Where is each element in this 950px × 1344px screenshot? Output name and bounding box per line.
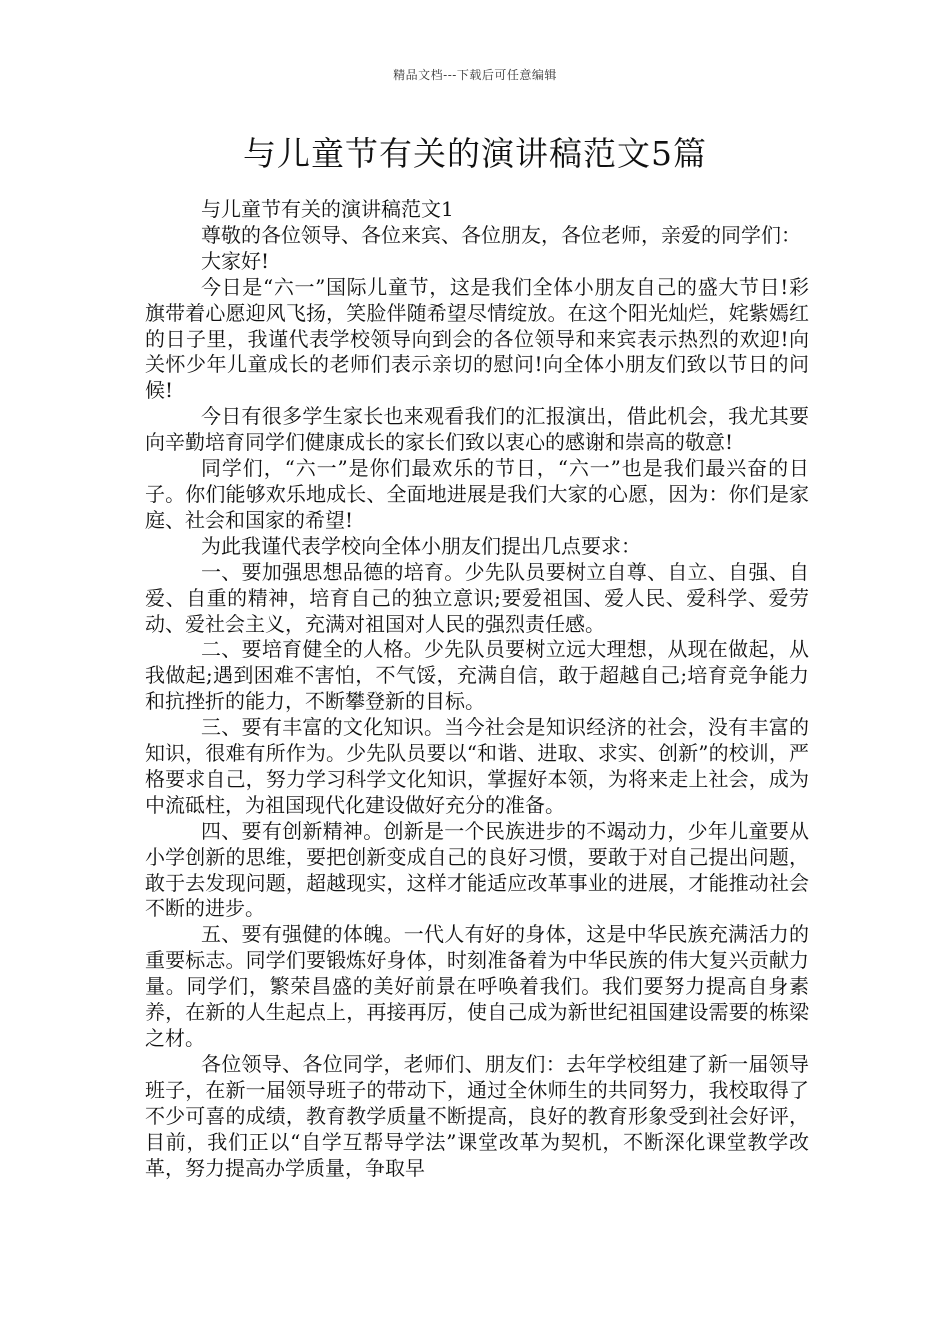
paragraph: 为此我谨代表学校向全体小朋友们提出几点要求：	[201, 533, 641, 558]
section-heading: 与儿童节有关的演讲稿范文1	[201, 197, 454, 221]
paragraph: 各位领导、各位同学，老师们、朋友们：去年学校组建了新一届领导班子，在新一届领导班子的带动下，通过全休师生的共同努力，我校取得了不少可喜的成绩，教育教学质量不断提高，良好的教育形象受到社会好评，目前，我们正以“自学互帮导学法”课堂改革为契机，不断深化课堂教学改革，努力提高办学质量，争取早	[145, 1051, 809, 1180]
paragraph: 五、要有强健的体魄。一代人有好的身体，这是中华民族充满活力的重要标志。同学们要锻炼好身体，时刻准备着为中华民族的伟大复兴贡献力量。同学们，繁荣昌盛的美好前景在呼唤着我们。我们要努力提高自身素养，在新的人生起点上，再接再厉，使自己成为新世纪祖国建设需要的栋梁之材。	[145, 922, 809, 1050]
paragraph: 四、要有创新精神。创新是一个民族进步的不竭动力，少年儿童要从小学创新的思维，要把创新变成自己的良好习惯，要敢于对自己提出问题，敢于去发现问题，超越现实，这样才能适应改革事业的进展，才能推动社会不断的进步。	[145, 818, 809, 921]
paragraph: 三、要有丰富的文化知识。当今社会是知识经济的社会，没有丰富的知识，很难有所作为。少先队员要以“和谐、进取、求实、创新”的校训，严格要求自己，努力学习科学文化知识，掌握好本领，为将来走上社会，成为中流砥柱，为祖国现代化建设做好充分的准备。	[145, 715, 809, 817]
document-body	[145, 197, 809, 1181]
header-note: 精品文档---下载后可任意编辑	[393, 68, 557, 82]
paragraph: 同学们，“六一”是你们最欢乐的节日，“六一”也是我们最兴奋的日子。你们能够欢乐地成长、全面地进展是我们大家的心愿，因为：你们是家庭、社会和国家的希望!	[145, 456, 809, 532]
paragraph: 今日是“六一”国际儿童节，这是我们全体小朋友自己的盛大节日!彩旗带着心愿迎风飞扬，笑脸伴随希望尽情绽放。在这个阳光灿烂，姹紫嫣红的日子里，我谨代表学校领导向到会的各位领导和来宾表示热烈的欢迎!向关怀少年儿童成长的老师们表示亲切的慰问!向全体小朋友们致以节日的问候!	[145, 274, 809, 403]
salutation: 尊敬的各位领导、各位来宾、各位朋友，各位老师，亲爱的同学们：	[201, 222, 801, 247]
document-title: 与儿童节有关的演讲稿范文5篇	[243, 134, 707, 173]
paragraph: 一、要加强思想品德的培育。少先队员要树立自尊、自立、自强、自爱、自重的精神，培育自己的独立意识;要爱祖国、爱人民、爱科学、爱劳动、爱社会主义，充满对祖国对人民的强烈责任感。	[145, 559, 809, 636]
greeting: 大家好!	[201, 248, 270, 273]
paragraph: 二、要培育健全的人格。少先队员要树立远大理想，从现在做起，从我做起;遇到困难不害怕，不气馁，充满自信，敢于超越自己;培育竞争能力和抗挫折的能力，不断攀登新的目标。	[145, 637, 809, 714]
paragraph: 今日有很多学生家长也来观看我们的汇报演出，借此机会，我尤其要向辛勤培育同学们健康成长的家长们致以衷心的感谢和崇高的敬意!	[145, 404, 809, 455]
